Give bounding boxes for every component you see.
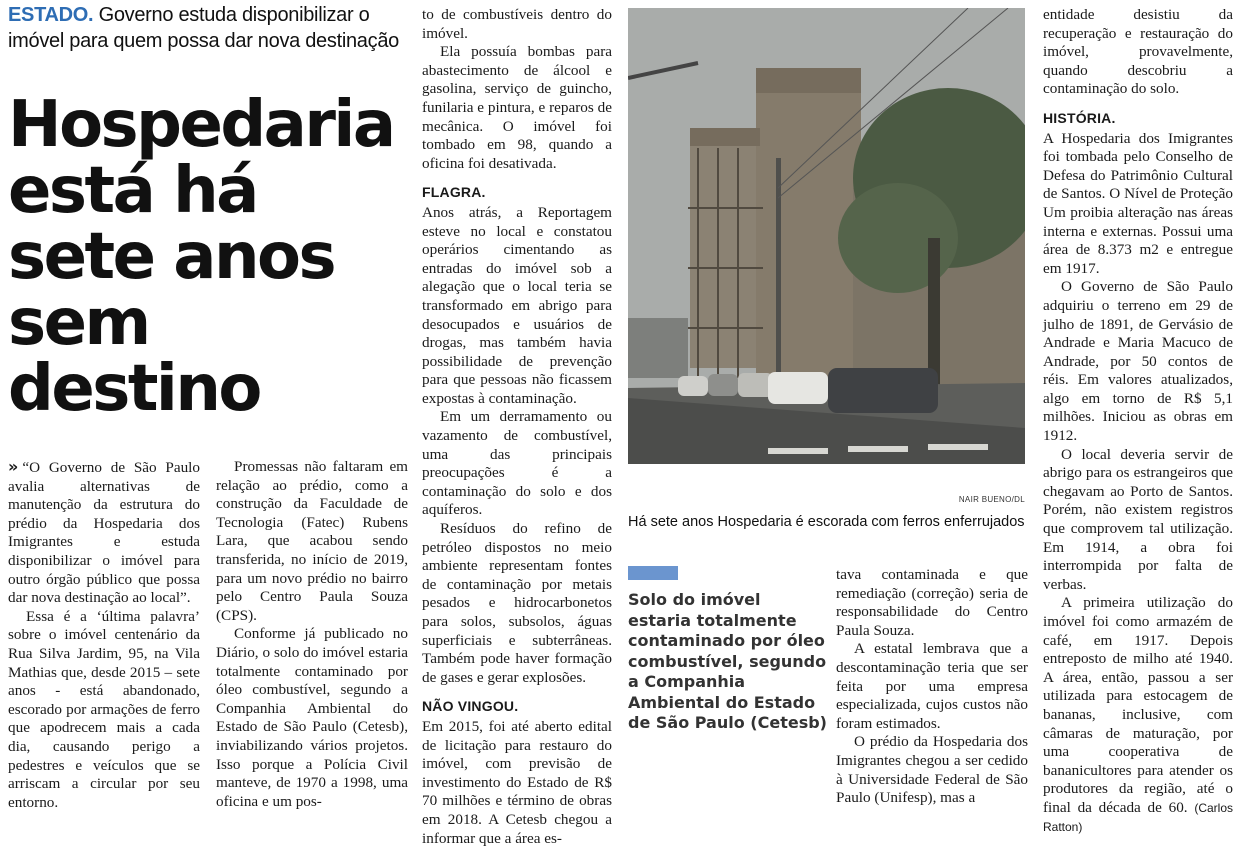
col5-paragraph-2: A estatal lembrava que a descontaminação teria que ser feita por uma empresa especializada, cujos custos não foram estimados. — [836, 640, 1028, 732]
col2-paragraph-2: Conforme já publicado no Diário, o solo do imóvel estaria totalmente contaminado por óleo combustível, segundo a Companhia Ambiental do Estado de São Paulo (Cetesb), inviabilizando vários projetos. Isso porque a Polícia Civil manteve, de 1970 a 1998, uma oficina e um pos- — [216, 625, 408, 810]
photo-credit: NAIR BUENO/DL — [958, 495, 1025, 504]
col6-paragraph-2: O Governo de São Paulo adquiriu o terreno em 29 de julho de 1891, de Gervásio de Andrade e Maria Macuco de Andrade, por 50 contos de réis. Em valores atualizados, algo em torno de R$ 5,1 milhões. Iniciou as obras em 1912. — [1043, 278, 1233, 445]
col5-paragraph-3: O prédio da Hospedaria dos Imigrantes chegou a ser cedido à Universidade Federal de São Paulo (Unifesp), mas a — [836, 733, 1028, 807]
column-1 — [8, 458, 200, 812]
col5-paragraph-1: tava contaminada e que remediação (correção) seria de responsabilidade do Centro Paula Souza. — [836, 566, 1028, 639]
col1-paragraph-2: Essa é a ‘última palavra’ sobre o imóvel centenário da Rua Silva Jardim, 95, na Vila Mathias que, desde 2015 – sete anos - está abandonado, escorado por armações de ferro que apodrecem mais a cada dia, causando perigo a pedestres e veículos que se arriscam a circular por seu entorno. — [8, 607, 200, 811]
col1-paragraph-1: “O Governo de São Paulo avalia alternativas de manutenção da estrutura do prédio da Hospedaria dos Imigrantes e estuda disponibilizar o imóvel para outro órgão público que possa dar nova destinação ao local”. — [8, 459, 200, 607]
kicker — [8, 2, 408, 54]
col3-paragraph-2: Anos atrás, a Reportagem esteve no local e constatou operários cimentando as entradas do imóvel sob a alegação que o local teria se transformado em abrigo para desocupados e usuários de drogas, mas também havia possibilidade de prevenção para que pessoas não ficassem expostas à contaminação. — [422, 203, 612, 407]
chevron-right-icon: » — [8, 457, 19, 476]
col2-paragraph-1: Promessas não faltaram em relação ao prédio, como a construção da Faculdade de Tecnologia (Fatec) Rubens Lara, que acabou sendo transferida, no início de 2019, para um novo prédio no bairro pelo Centro Paula Souza (CPS). — [216, 458, 408, 624]
section-heading-flagra: FLAGRA. — [422, 184, 486, 201]
col3-paragraph-0: to de combustíveis dentro do imóvel. — [422, 6, 612, 42]
section-heading-historia: HISTÓRIA. — [1043, 109, 1116, 126]
pullquote-accent-bar — [628, 566, 678, 580]
pullquote: Solo do imóvel estaria totalmente contaminado por óleo combustível, segundo a Companhia Ambiental do Estado de São Paulo (Cetesb) — [628, 590, 827, 732]
col6-paragraph-0: entidade desistiu da recuperação e restauração do imóvel, provavelmente, quando descobriu a contaminação do solo. — [1043, 6, 1233, 98]
kicker-tag: ESTADO. — [8, 4, 94, 26]
photo-caption: Há sete anos Hospedaria é escorada com ferros enferrujados — [628, 514, 1025, 530]
col3-paragraph-3: Em um derramamento ou vazamento de combustível, uma das principais preocupações é a contaminação do solo e dos aquíferos. — [422, 408, 612, 519]
building-illustration — [628, 8, 1025, 464]
col6-paragraph-1: A Hospedaria dos Imigrantes foi tombada pelo Conselho de Defesa do Patrimônio Cultural de Santos. O Nível de Proteção Um proibia alteração nas áreas interna e externas. Possui uma área de 8.373 m2 e entregue em 1917. — [1043, 129, 1233, 277]
col6-paragraph-3: O local deveria servir de abrigo para os estrangeiros que chegavam ao Porto de Santos. Porém, não existem registros que comprovem tal utilização. Em 1914, a obra foi interrompida por falta de verbas. — [1043, 445, 1233, 593]
column-2 — [216, 458, 408, 811]
author-credit: (Carlos Ratton) — [1043, 800, 1234, 834]
column-5 — [836, 566, 1028, 808]
column-3 — [422, 6, 612, 848]
col3-paragraph-4: Resíduos do refino de petróleo dispostos no meio ambiente representam fontes de contaminação por metais pesados e hidrocarbonetos para solos, subsolos, águas superficiais e subterrâneas. Também pode haver formação de gases e gerar explosões. — [422, 520, 612, 686]
kicker-text: Governo estuda disponibilizar o imóvel para quem possa dar nova destinação — [8, 4, 399, 52]
col3-paragraph-1: Ela possuía bombas para abastecimento de álcool e gasolina, serviço de guincho, funilaria e pintura, e reparos de mecânica. O imóvel foi tombado em 98, quando a oficina foi desativada. — [422, 43, 612, 172]
col3-paragraph-5: Em 2015, foi até aberto edital de licitação para restauro do imóvel, com previsão de investimento do Estado de R$ 70 milhões e término de obras em 2018. A Cetesb chegou a informar que a área es- — [422, 717, 612, 847]
headline: Hospedaria está há sete anos sem destino — [8, 88, 394, 426]
section-heading-nao-vingou: NÃO VINGOU. — [422, 698, 519, 715]
column-6 — [1043, 6, 1233, 836]
col6-paragraph-4: A primeira utilização do imóvel foi como armazém de café, em 1917. Depois entreposto de milho até 1940. A área, então, passou a ser utilizada para estocagem de bananas, inclusive, com câmaras de maturação, por uma cooperativa de bananicultores para atender os produtores da região, até o final da década de 60. — [1043, 594, 1233, 816]
building-photo — [628, 8, 1025, 464]
